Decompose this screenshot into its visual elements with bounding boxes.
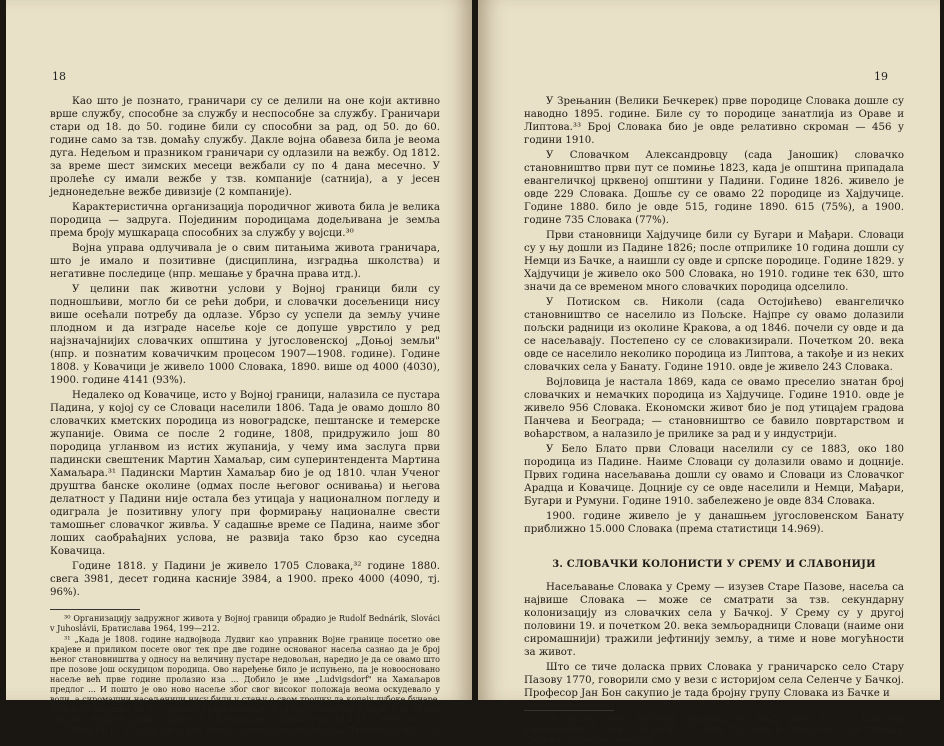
paragraph: У Бело Блато први Словаци населили су се 1883, око 180 породица из Падине. Наиме Словаци су долазили овамо и доцније. Првих година насељавања дошли су овамо и Словаци из Словачког Арадца и Ковачице. Доцније су се овде населили и Немци, Мађари, Бугари и Румуни. Године 1910. забележено је овде 834 Словака. <box>524 444 904 507</box>
left-body <box>50 95 440 737</box>
section-heading: 3. СЛОВАЧКИ КОЛОНИСТИ У СРЕМУ И СЛАВОНИЈИ <box>552 559 876 570</box>
footnote-divider <box>524 710 614 711</box>
paragraph: У целини пак животни услови у Војној граници били су подношљиви, могло би се рећи добри, и словачки досељеници нису више осећали потребу да одлазе. Убрзо су успели да земљу учине плодном и да изграде насеље које се допуше уврстило у ред најзначајнијих словачких општина у југословенској „Доњој земљи" (нпр. и познатим ковачичким процесом 1907—1908. године). Године 1808. у Ковачици је живело 1000 Словака, 1890. више од 4000 (4030), 1900. године 4141 (93%). <box>50 284 440 386</box>
footnote: ³¹ „Када је 1808. године надвојвода Лудвиг као управник Војне границе посетио ове крајеве и приликом посете овог тек пре две године основаног насеља сазнао да је број њеног становништва у односу на величину пустаре недовољан, наредио је да се овамо што пре позове још оскудицом породица. Ово наређење било је испуњено, па је новоосновано насеље већ прве године пролазио иза ... Добило је име „Ludvigsdorf" на Хамаљаров предлог ... И пошто је ово ново насеље због свог високог положаја веома оскудевало у води, а сиромашни насељеници нису били у стању о свом трошку да копају дубоке бунаре, Лудвиг је наредио да се о трошку ерара исконају и саздају потребни бунари и да се ови бунари о ерарном трошку одржавају у доброј стању" (Národný kalendár 1925, Petrovac, 51). <box>50 635 440 724</box>
paragraph: Војна управа одлучивала је о свим питањима живота граничара, што је имало и позитивне (дисциплина, изградња школства) и негативне последице (нпр. мешање у брачна права итд.). <box>50 243 440 280</box>
footnote: ³² Kernüch K., A bánáti ágost. hitv. evang. esperesség monographiája, Темишвар 1886, 230. <box>64 726 440 735</box>
footnote: ³⁰ Организацију задружног живота у Војној граници обрадио је Rudolf Bednárik, Slováci v Juhoslávii, Братислава 1964, 199—212. <box>50 614 440 633</box>
page-number: 18 <box>52 70 66 83</box>
paragraph: Војловица је настала 1869, када се овамо преселио знатан број словачких и немачких породица из Хајдучице. Године 1910. овде је живело 956 Словака. Економски живот био је под утицајем градова Панчева и Београда; — становништво се бавило повртарством и воћарством, а налазило је прилике за рад и у индустрији. <box>524 377 904 440</box>
paragraph: 1900. године живело је у данашњем југословенском Банату приближно 15.000 Словака (према статистици 14.969). <box>524 511 904 535</box>
page-number: 19 <box>874 70 888 83</box>
footnotes <box>524 715 904 745</box>
left-page <box>6 0 472 735</box>
paragraph: Године 1818. у Падини је живело 1705 Словака,³² године 1880. свега 3981, десет година касније 3984, а 1900. преко 4000 (4090, тј. 96%). <box>50 561 440 598</box>
paragraph: Као што је познато, граничари су се делили на оне који активно врше службу, способне за службу и неспособне за службу. Граничари стари од 18. до 50. године били су способни за рад, од 50. до 60. године само за тзв. домаћу службу. Дакле војна обавеза била је веома дуга. Недељом и празником граничари су одлазили на вежбу. Од 1812. за време шест зимских месеци вежбали су по 4 дана месечно. У пролеће су имали вежбе у тзв. компаније (сатнија), а у јесен једнонедељне вежбе дивизије (2 компаније). <box>50 96 440 198</box>
paragraph: У Зрењанин (Велики Бечкерек) прве породице Словака дошле су наводно 1895. године. Биле су то породице занатлија из Ораве и Липтова.³³ Број Словака био је овде релативно скроман — 456 у години 1910. <box>524 96 904 146</box>
footnotes <box>50 614 440 736</box>
paragraph: Карактеристична организација породичног живота била је велика породица — задруга. Појединим породицама додељивана је земља према броју мушкараца способних за службу у војсци.³⁰ <box>50 202 440 239</box>
paragraph: Први становници Хајдучице били су Бугари и Мађари. Словаци су у њу дошли из Падине 1826; после отприлике 10 година дошли су Немци из Бачке, а наишли су овде и српске породице. Године 1829. у Хајдучици је живело око 500 Словака, но 1910. године тек 630, што значи да се временом много словачких породица одселило. <box>524 230 904 293</box>
right-body <box>524 95 904 746</box>
footnote: ³³ L. Jurányi, Velký Bečkerek. Slovenská ev. krest. cirkev a. v. v královstve juhoslovanskom v slove a obrazoch, 171. 1816. год., овде је живело око 1200 Словака, претежно породица занатлија. <box>524 715 904 744</box>
right-page <box>478 0 940 744</box>
paragraph: Недалеко од Ковачице, исто у Војној граници, налазила се пустара Падина, у којој су се Словаци населили 1806. Тада је овамо дошло 80 словачких кметских породица из новоградске, пештанске и темерске жупаније. Овима се после 2 године, 1808, придружило још 80 породица угланвом из истих жупанија, у чему има заслуга први падински свештеник Мартин Хамаљар, сим суперинтендента Мартина Хамаљара.³¹ Падински Мартин Хамаљар био је од 1810. члан Ученог друштва банске околине (одмах после његовог оснивања) и његова делатност у Падини није остала без утицаја у националном погледу и одиграла је позитивну улогу при формирању националне свести тамошњег словачког живља. У садашње време се Падина, наиме због лоших саобраћајних услова, не развија тако брзо као суседна Ковачица. <box>50 390 440 557</box>
paragraph: У Словачком Александровцу (сада Јаношик) словачко становништво први пут се помиње 1823, када је општина припадала евангеличкој црквеној општини у Падини. Године 1826. живело је овде 229 Словака. Дошље су се овамо 22 породице из Хајдучице. Године 1880. било је овде 515, године 1890. 615 (75%), а 1900. године 735 Словака (77%). <box>524 150 904 226</box>
paragraph: Што се тиче доласка првих Словака у граничарско село Стару Пазову 1770, говорили смо у вези с историјом села Селенче у Бачкој. Професор Јан Бон сакупио је тада бројну групу Словака из Бачке и <box>524 662 904 699</box>
paragraph: У Потиском св. Николи (сада Остојићево) евангеличко становништво се населило из Пољске. Најпре су овамо долазили пољски радници из околине Кракова, а од 1846. почели су овде и да се насељавају. Постепено су се словакизирали. Почетком 20. века овде се населило неколико породица из Липтова, а такође и из неких словачких села у Банату. Године 1910. овде је живело 243 Словака. <box>524 297 904 373</box>
footnote-divider <box>50 609 140 610</box>
paragraph: Насељавање Словака у Срему — изузев Старе Пазове, насеља са највише Словака — може се сматрати за тзв. секундарну колонизацију из словачких села у Бачкој. У Срему су у другој половини 19. и почетком 20. века земљорадници Словаци (наиме они сиромашнији) тражили јефтинију земљу, а тиме и нове могућности за живот. <box>524 582 904 658</box>
